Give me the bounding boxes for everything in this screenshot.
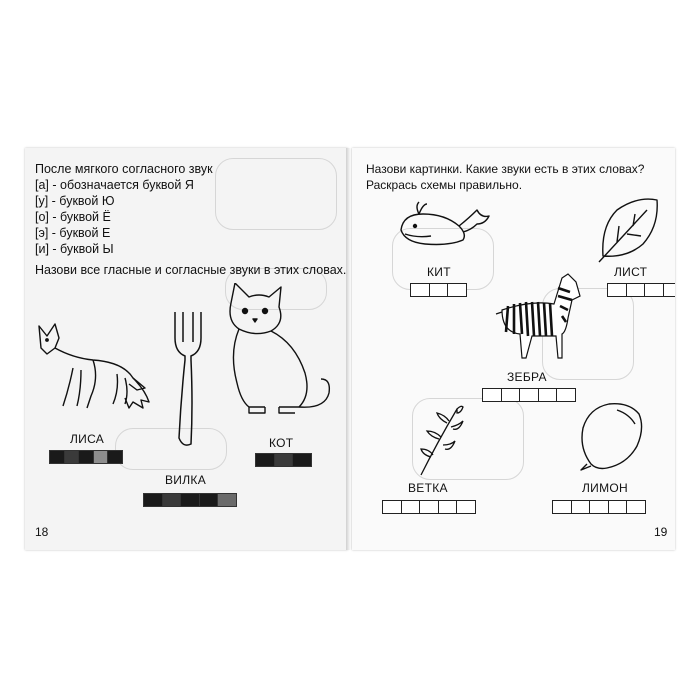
fox-picture bbox=[33, 318, 153, 413]
scheme-cell[interactable] bbox=[456, 500, 476, 514]
rule-line: [у] - буквой Ю bbox=[35, 194, 115, 208]
scheme-cell[interactable] bbox=[274, 453, 294, 467]
word-label-whale: КИТ bbox=[427, 265, 451, 279]
word-label-fork: ВИЛКА bbox=[165, 473, 206, 487]
scheme-cell[interactable] bbox=[429, 283, 449, 297]
scheme-cell[interactable] bbox=[180, 493, 200, 507]
scheme-cell[interactable] bbox=[589, 500, 609, 514]
word-label-fox: ЛИСА bbox=[70, 432, 105, 446]
cat-picture bbox=[225, 283, 335, 418]
scheme-cell[interactable] bbox=[199, 493, 219, 507]
lemon-scheme[interactable] bbox=[552, 500, 645, 514]
task-text: Назови все гласные и согласные звуки в этих словах. bbox=[35, 263, 347, 277]
lemon-picture bbox=[577, 398, 647, 473]
leaf-scheme[interactable] bbox=[607, 283, 675, 297]
scheme-cell[interactable] bbox=[438, 500, 458, 514]
page-number: 19 bbox=[654, 525, 668, 539]
scheme-cell[interactable] bbox=[501, 388, 521, 402]
whale-picture bbox=[397, 200, 492, 250]
scheme-cell[interactable] bbox=[292, 453, 312, 467]
scheme-cell[interactable] bbox=[107, 450, 123, 464]
word-label-leaf: ЛИСТ bbox=[614, 265, 648, 279]
fork-scheme[interactable] bbox=[143, 493, 236, 507]
scheme-cell[interactable] bbox=[143, 493, 163, 507]
fox-scheme[interactable] bbox=[49, 450, 122, 464]
zebra-scheme[interactable] bbox=[482, 388, 575, 402]
branch-picture bbox=[417, 403, 467, 478]
scheme-cell[interactable] bbox=[663, 283, 676, 297]
scheme-cell[interactable] bbox=[607, 283, 627, 297]
scheme-cell[interactable] bbox=[410, 283, 430, 297]
rule-line: [а] - обозначается буквой Я bbox=[35, 178, 194, 192]
zebra-picture bbox=[492, 270, 587, 365]
scheme-cell[interactable] bbox=[626, 500, 646, 514]
scheme-cell[interactable] bbox=[538, 388, 558, 402]
intro-line: После мягкого согласного звук bbox=[35, 162, 213, 176]
scheme-cell[interactable] bbox=[419, 500, 439, 514]
scheme-cell[interactable] bbox=[519, 388, 539, 402]
scheme-cell[interactable] bbox=[162, 493, 182, 507]
scheme-cell[interactable] bbox=[644, 283, 664, 297]
cat-scheme[interactable] bbox=[255, 453, 311, 467]
branch-scheme[interactable] bbox=[382, 500, 475, 514]
scheme-cell[interactable] bbox=[556, 388, 576, 402]
scheme-cell[interactable] bbox=[552, 500, 572, 514]
fork-picture bbox=[165, 308, 210, 453]
task-line-1: Назови картинки. Какие звуки есть в этих словах? bbox=[366, 162, 645, 176]
scheme-cell[interactable] bbox=[382, 500, 402, 514]
rule-line: [и] - буквой Ы bbox=[35, 242, 114, 256]
scheme-cell[interactable] bbox=[447, 283, 467, 297]
scheme-cell[interactable] bbox=[401, 500, 421, 514]
rule-line: [о] - буквой Ё bbox=[35, 210, 111, 224]
word-label-zebra: ЗЕБРА bbox=[507, 370, 547, 384]
leaf-picture bbox=[597, 196, 662, 266]
whale-scheme[interactable] bbox=[410, 283, 466, 297]
word-label-branch: ВЕТКА bbox=[408, 481, 448, 495]
page-number: 18 bbox=[35, 525, 49, 539]
rule-line: [э] - буквой Е bbox=[35, 226, 111, 240]
scheme-cell[interactable] bbox=[482, 388, 502, 402]
right-page bbox=[352, 148, 675, 550]
scheme-cell[interactable] bbox=[608, 500, 628, 514]
left-page bbox=[25, 148, 348, 550]
book-spread bbox=[25, 148, 675, 550]
scheme-cell[interactable] bbox=[571, 500, 591, 514]
scheme-cell[interactable] bbox=[217, 493, 237, 507]
ghost-shape bbox=[215, 158, 337, 230]
word-label-cat: КОТ bbox=[269, 436, 294, 450]
scheme-cell[interactable] bbox=[255, 453, 275, 467]
scheme-cell[interactable] bbox=[626, 283, 646, 297]
word-label-lemon: ЛИМОН bbox=[582, 481, 628, 495]
task-line-2: Раскрась схемы правильно. bbox=[366, 178, 523, 192]
